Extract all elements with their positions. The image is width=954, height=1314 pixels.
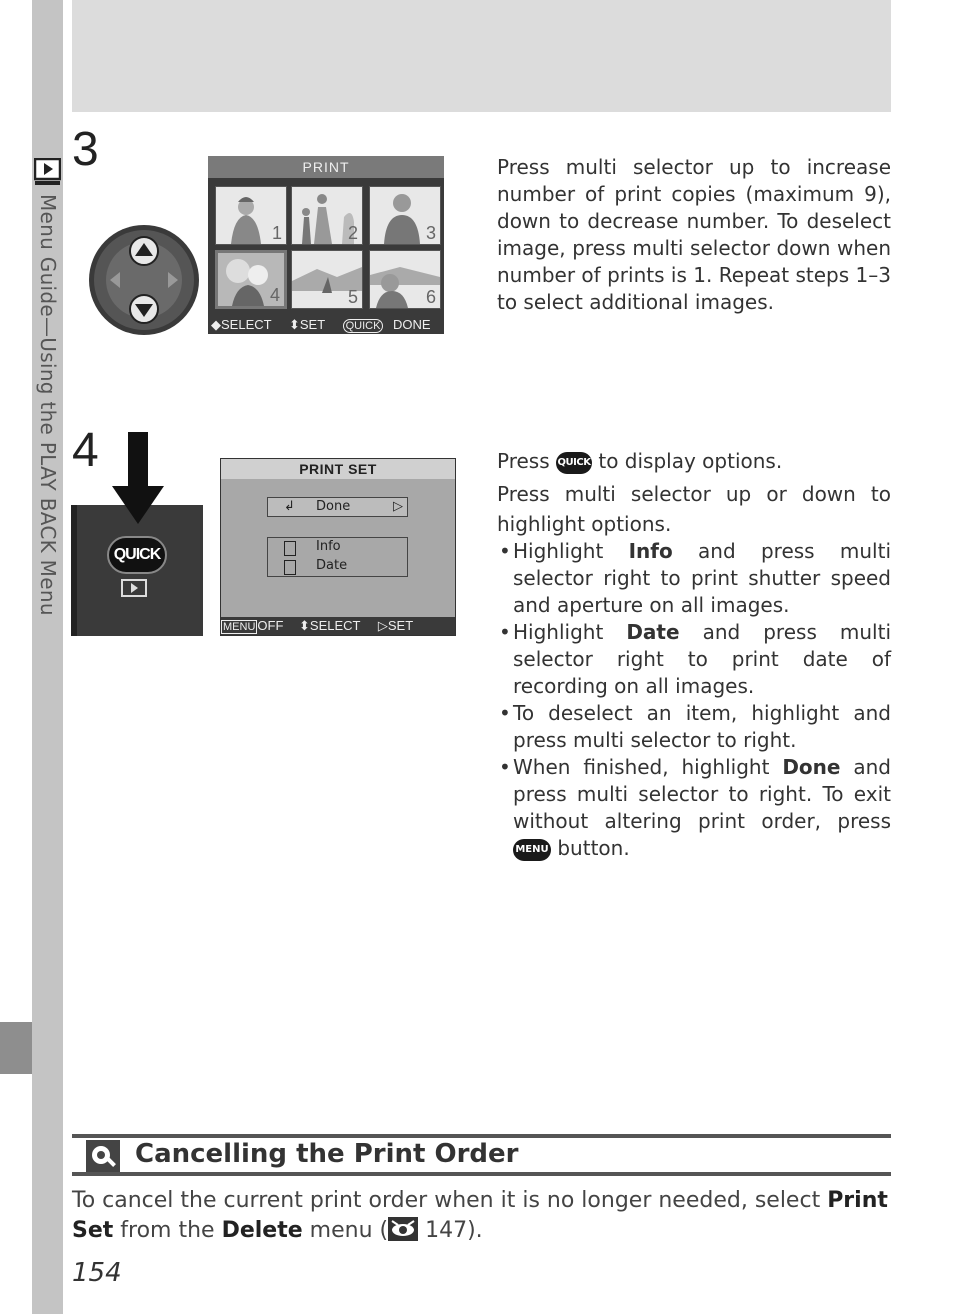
info-checkbox xyxy=(284,541,296,556)
page-number: 154 xyxy=(72,1258,122,1288)
date-checkbox xyxy=(284,560,296,575)
footer-quick-badge: QUICK xyxy=(343,319,384,333)
option-done: ↲ Done ▷ xyxy=(267,497,408,517)
footer-set-label: SET xyxy=(387,618,414,633)
chapter-label: Menu Guide—Using the PLAY BACK Menu xyxy=(36,194,60,616)
list-item: • When finished, highlight Done and press multi selector to right. To exit without altering print order, press MENU button. xyxy=(497,754,891,862)
print-screen xyxy=(208,156,444,334)
print-set-screen xyxy=(220,458,456,636)
quick-button: QUICK xyxy=(107,536,167,574)
screen-footer: MENU OFF ⬍SELECT ▷SET xyxy=(221,617,455,635)
screen-title: PRINT SET xyxy=(221,459,455,479)
option-date: Date xyxy=(316,558,348,573)
step4-line2: Press multi selector up or down to highlight options. xyxy=(497,482,891,536)
footer-select-label: SELECT xyxy=(309,618,361,633)
playback-icon xyxy=(34,158,61,186)
thumbnail: 3 xyxy=(369,186,441,245)
screen-footer: ◆SELECT ⬍SET QUICK DONE xyxy=(211,317,431,332)
press-arrow-icon xyxy=(112,432,164,524)
reference-icon xyxy=(388,1217,418,1241)
chapter-tab xyxy=(0,1022,32,1074)
list-item: • Highlight Info and press multi selector right to print shutter speed and aperture on all images. xyxy=(497,538,891,619)
quick-button-illustration xyxy=(71,505,203,636)
option-info: Info xyxy=(316,539,341,554)
step4-bullets xyxy=(497,538,891,862)
footer-set-label: SET xyxy=(299,317,325,332)
thumbnail: 5 xyxy=(291,250,363,309)
footer-select-label: SELECT xyxy=(221,317,272,332)
list-item: • Highlight Date and press multi selector right to print date of recording on all images. xyxy=(497,619,891,700)
section-body: To cancel the current print order when it is no longer needed, select Print Set from the Delete menu ( 147). xyxy=(72,1188,888,1243)
footer-done-label: DONE xyxy=(393,317,431,332)
thumbnail-selected: 4 xyxy=(215,250,287,309)
tip-icon xyxy=(86,1140,120,1172)
footer-menu-badge: MENU xyxy=(223,621,256,633)
thumbnail: 6 xyxy=(369,250,441,309)
header-box xyxy=(72,0,891,112)
footer-off-label: OFF xyxy=(257,618,284,633)
step4-line1: Press QUICK to display options. xyxy=(497,449,783,473)
thumbnail: 2 xyxy=(291,186,363,245)
thumbnail: 1 xyxy=(215,186,287,245)
list-item: • To deselect an item, highlight and press multi selector to right. xyxy=(497,700,891,754)
quick-button-icon: QUICK xyxy=(556,452,592,474)
step-number-4: 4 xyxy=(72,424,99,477)
menu-button-icon: MENU xyxy=(513,839,551,861)
step3-description: Press multi selector up to increase number of print copies (maximum 9), down to decrease number. To deselect image, press multi selector down when number of prints is 1. Repeat steps 1–3 to select additional images. xyxy=(497,155,891,314)
multi-selector-illustration xyxy=(88,224,200,336)
screen-title: PRINT xyxy=(208,156,444,178)
option-list xyxy=(267,537,408,577)
playback-icon xyxy=(121,579,147,597)
step-number-3: 3 xyxy=(72,123,99,176)
section-title: Cancelling the Print Order xyxy=(135,1139,519,1169)
